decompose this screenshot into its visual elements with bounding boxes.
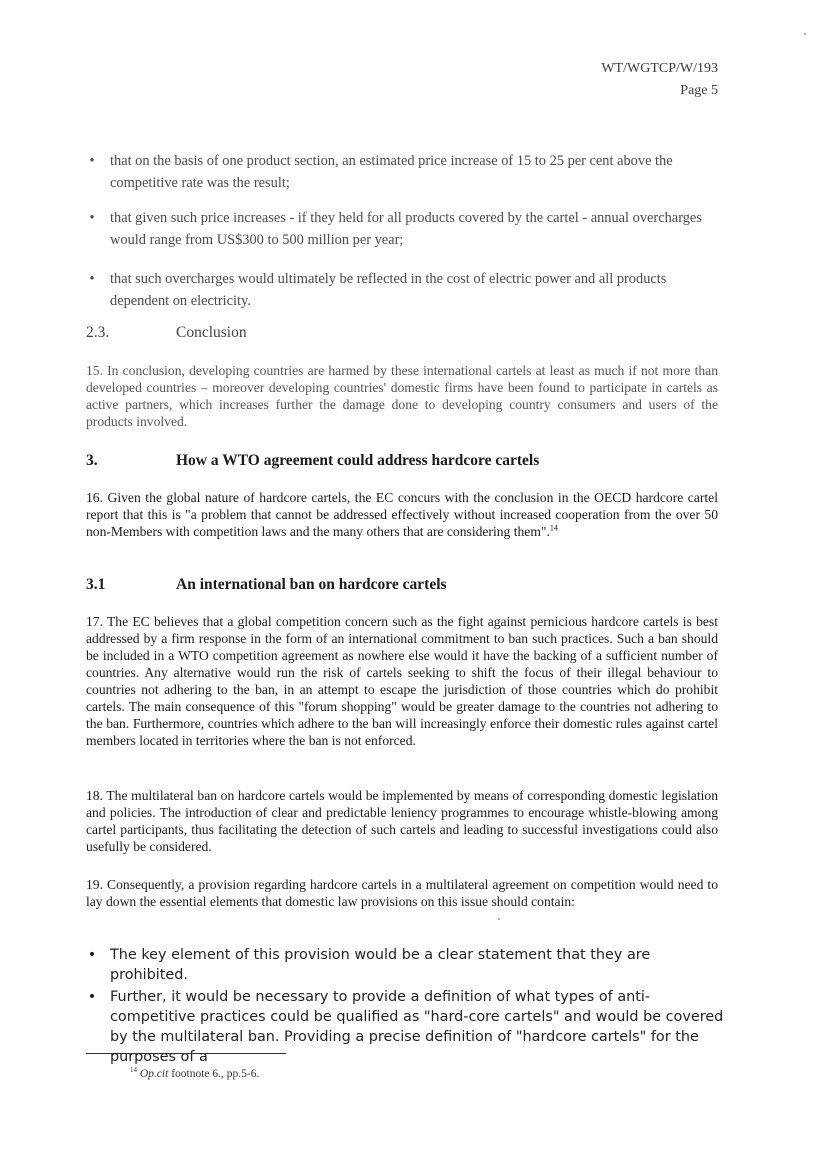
footnote-number: 14 bbox=[130, 1066, 137, 1075]
bullet-icon: • bbox=[89, 210, 95, 226]
list-item: • that given such price increases - if they held for all products covered by the cartel - annual overcharges would range from US$300 to 500 million per year; bbox=[86, 207, 726, 251]
footnote-text: footnote 6., pp.5-6. bbox=[168, 1068, 260, 1080]
paragraph-15: 15. In conclusion, developing countries are harmed by these international cartels at least as much if not more than developed countries – moreover developing countries' domestic firms have been found to participate in cartels as active partners, which increases further the damage done to developing country consumers and users of the products involved. bbox=[86, 363, 718, 429]
scan-speck bbox=[498, 918, 500, 920]
document-symbol: WT/WGTCP/W/193 bbox=[601, 61, 718, 76]
footnote-ref: 14 bbox=[549, 523, 558, 533]
footnote-citation: Op.cit bbox=[139, 1068, 169, 1080]
scan-speck bbox=[804, 33, 806, 35]
paragraph-17: 17. The EC believes that a global competition concern such as the fight against pernicious hardcore cartels is best addressed by a firm response in the form of an international commitment to ban such practices. Such a ban should be included in a WTO competition agreement as nowhere else would it have the backing of a sufficient number of countries. Any alternative would run the risk of cartels seeking to shift the focus of their illegal behaviour to countries not adhering to the ban, in an attempt to escape the jurisdiction of those countries which do prohibit cartels. The main consequence of this "forum shopping" would be greater damage to the countries not adhering to the ban. Furthermore, countries which adhere to the ban will increasingly enforce their domestic rules against cartel members located in territories where the ban is not enforced. bbox=[86, 614, 718, 748]
page-number: Page 5 bbox=[680, 83, 718, 98]
page-header bbox=[601, 58, 718, 102]
bullet-icon: • bbox=[87, 947, 97, 963]
bullet-icon: • bbox=[87, 989, 97, 1005]
bullet-icon: • bbox=[89, 271, 95, 287]
footnote-divider bbox=[86, 1053, 286, 1054]
list-item: • that such overcharges would ultimately be reflected in the cost of electric power and all products dependent on electricity. bbox=[86, 268, 726, 312]
paragraph-19: 19. Consequently, a provision regarding hardcore cartels in a multilateral agreement on competition would need to lay down the essential elements that domestic law provisions on this issue should contain: bbox=[86, 877, 718, 909]
list-item: • Further, it would be necessary to provide a definition of what types of anti-competitive practices could be qualified as "hard-core cartels" and would be covered by the multilateral ban. Providing a precise definition of "hardcore cartels" for the purposes of a bbox=[87, 989, 724, 1065]
list-item: • The key element of this provision would be a clear statement that they are prohibited. bbox=[87, 947, 651, 983]
paragraph-18: 18. The multilateral ban on hardcore cartels would be implemented by means of corresponding domestic legislation and policies. The introduction of clear and predictable leniency programmes to encourage whistle-blowing among cartel participants, thus facilitating the detection of such cartels and leading to successful investigations could also usefully be considered. bbox=[86, 788, 718, 854]
list-item: • that on the basis of one product section, an estimated price increase of 15 to 25 per cent above the competitive rate was the result; bbox=[86, 150, 726, 194]
paragraph-16: 16. Given the global nature of hardcore cartels, the EC concurs with the conclusion in the OECD hardcore cartel report that this is "a problem that cannot be addressed effectively without increased cooperation from the over 50 non-Members with competition laws and the many others that are considering them".$^{14}$ bbox=[86, 490, 718, 539]
footnote bbox=[130, 1066, 259, 1083]
bullet-icon: • bbox=[89, 153, 95, 169]
document-page: WT/WGTCP/W/193 Page 5 • that on the basis of one product section, an estimated price increase of 15 to 25 per cent above the competitive rate was the result; • that given such price increases - if they held for all products covered by the cartel - annual overcharges would range from US$300 to 500 million per year; • that such overcharges would ultimately be reflected in the cost of electric power and all products dependent on electricity. 2.3. Conclusion 15. In conclusion, developing countries are harmed by these international cartels at least as much if not more than developed countries – moreover developing countries' domestic firms have been found to participate in cartels as active partners, which increases further the damage done to developing country consumers and users of the products involved. 3. How a WTO agreement could address hardcore cartels 16. Given the global nature of hardcore cartels, the EC concurs with the conclusion in the OECD hardcore cartel report that this is "a problem that cannot be addressed effectively without increased cooperation from the over 50 non-Members with competition laws and the many others that are considering them".$^{14}$ 3.1 An international ban on hardcore cartels 17. The EC believes that a global competition concern such as the fight against pernicious hardcore cartels is best addressed by a firm response in the form of an international commitment to ban such practices. Such a ban should be included in a WTO competition agreement as nowhere else would it have the backing of a sufficient number of countries. Any alternative would run the risk of cartels seeking to shift the focus of their illegal behaviour to countries not adhering to the ban, in an attempt to escape the jurisdiction of those countries which do prohibit cartels. The main consequence of this "forum shopping" would be greater damage to the countries not adhering to the ban. Furthermore, countries which adhere to the ban will increasingly enforce their domestic rules against cartel members located in territories where the ban is not enforced. 18. The multilateral ban on hardcore cartels would be implemented by means of corresponding domestic legislation and policies. The introduction of clear and predictable leniency programmes to encourage whistle-blowing among cartel participants, thus facilitating the detection of such cartels and leading to successful investigations could also usefully be considered. 19. Consequently, a provision regarding hardcore cartels in a multilateral agreement on competition would need to lay down the essential elements that domestic law provisions on this issue should contain: • The key element of this provision would be a clear statement that they are prohibited. • Further, it would be necessary to provide a definition of what types of anti-competitive practices could be qualified as "hard-core cartels" and would be covered by the multilateral ban. Providing a precise definition of "hardcore cartels" for the purposes of a $^{14}$ Op.cit footnote 6., pp.5-6. bbox=[0, 0, 832, 1163]
